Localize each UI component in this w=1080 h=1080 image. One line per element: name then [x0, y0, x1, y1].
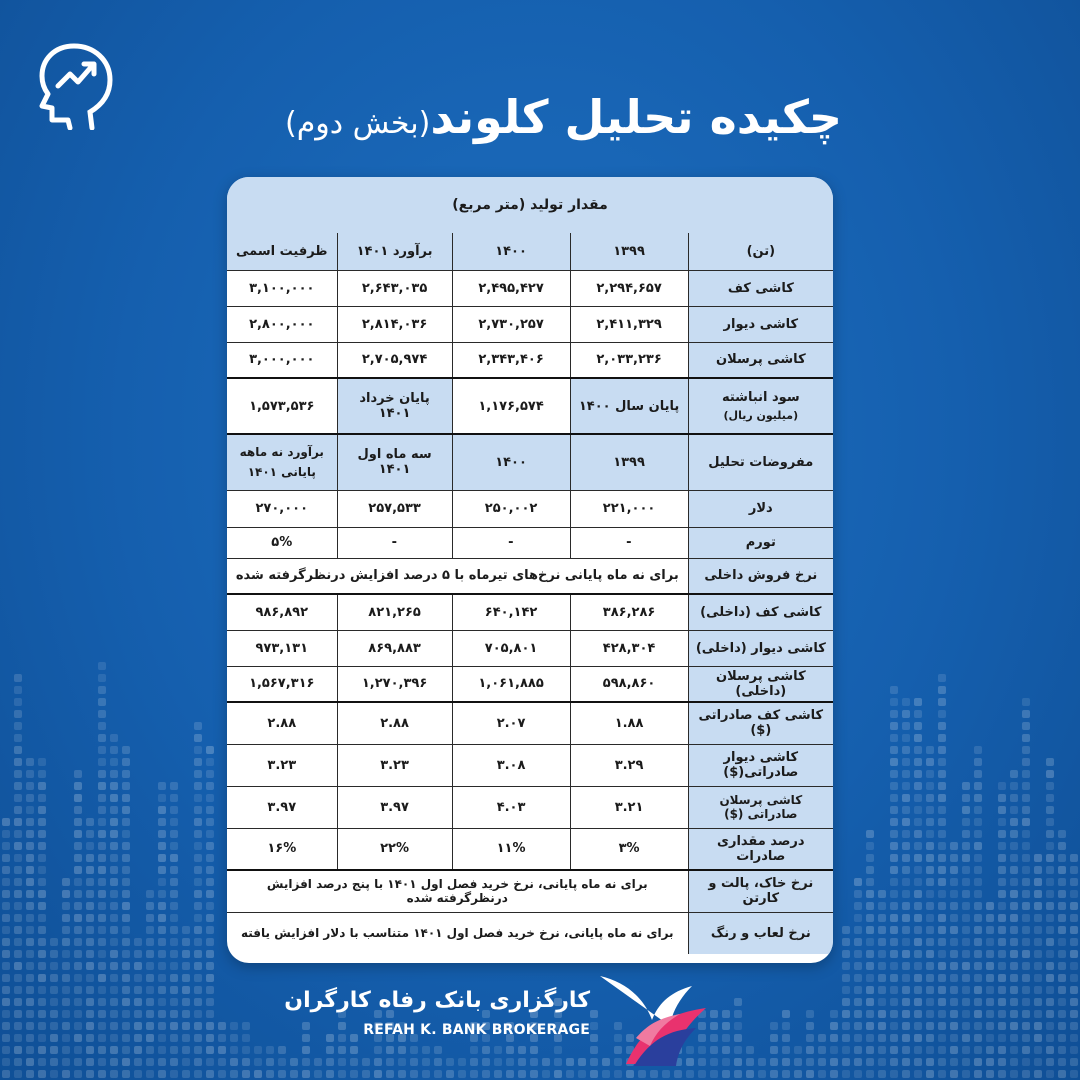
domestic-rate-note: برای نه ماه پایانی نرخ‌های تیرماه با ۵ درصد افزایش درنظرگرفته شده	[235, 568, 679, 584]
cell: ۲,۴۱۱,۳۲۹	[570, 306, 688, 342]
cell: ۲.۰۷	[452, 702, 570, 744]
cell: ۳.۰۸	[452, 744, 570, 786]
cell: ۴۲۸,۳۰۴	[570, 630, 688, 666]
col-header: ۱۴۰۰	[452, 233, 570, 270]
columns-header-row	[227, 233, 833, 270]
cell: ۲,۸۰۰,۰۰۰	[249, 316, 315, 332]
cell: ۵%	[271, 535, 293, 550]
row-label: کاشی پرسلان	[688, 342, 833, 378]
table-row	[227, 702, 833, 744]
cell: ۶۴۰,۱۴۲	[452, 594, 570, 630]
table-row	[227, 666, 833, 702]
cell: ۲,۲۹۴,۶۵۷	[570, 270, 688, 306]
row-label: کاشی کف (داخلی)	[688, 594, 833, 630]
row-label: دلار	[688, 490, 833, 527]
analysis-table	[227, 177, 833, 954]
table-row	[227, 594, 833, 630]
assumptions-header-row	[227, 434, 833, 490]
col-header: ۱۳۹۹	[570, 434, 688, 490]
cell: ۸۶۹,۸۸۳	[337, 630, 452, 666]
page-title	[285, 90, 842, 144]
row-label: نرخ خاک، پالت و کارتن	[688, 870, 833, 912]
end-1401-label: پایان خرداد ۱۴۰۱	[337, 378, 452, 434]
row-label: تورم	[688, 527, 833, 558]
cell: ۲,۳۴۳,۴۰۶	[452, 342, 570, 378]
retained-label-1: سود انباشته	[721, 390, 800, 405]
title-main: چکیده تحلیل کلوند	[430, 90, 842, 144]
row-label: کاشی کف	[688, 270, 833, 306]
glaze-rate-row	[227, 912, 833, 954]
retained-label	[688, 378, 833, 434]
cell: ۳.۲۳	[337, 744, 452, 786]
table-row	[227, 306, 833, 342]
cell: ۱,۲۷۰,۳۹۶	[337, 666, 452, 702]
brand-name-en: REFAH K. BANK BROKERAGE	[363, 1022, 590, 1038]
cell: -	[337, 527, 452, 558]
cell: -	[452, 527, 570, 558]
cell: ۳.۲۹	[570, 744, 688, 786]
cell: ۱۱%	[452, 828, 570, 870]
row-label: نرخ فروش داخلی	[688, 558, 833, 594]
cell: ۱,۵۶۷,۳۱۶	[249, 676, 315, 692]
row-label: کاشی دیوار (داخلی)	[688, 630, 833, 666]
cell: ۲۲%	[337, 828, 452, 870]
cell: ۲۲۱,۰۰۰	[570, 490, 688, 527]
row-label: کاشی کف صادراتی ($)	[688, 702, 833, 744]
table-row	[227, 744, 833, 786]
cell: ۲۷۰,۰۰۰	[255, 501, 309, 516]
refah-bird-logo	[596, 968, 712, 1072]
retained-earnings-row	[227, 378, 833, 434]
table-row	[227, 828, 833, 870]
cell: ۴.۰۳	[452, 786, 570, 828]
cell: ۲.۸۸	[267, 715, 297, 731]
brand-logo	[284, 968, 732, 1076]
col-header: برآورد نه ماهه پایانی ۱۴۰۱	[227, 434, 337, 490]
cell: ۱,۰۶۱,۸۸۵	[452, 666, 570, 702]
retained-label-2: (میلیون ریال)	[723, 409, 799, 422]
cell: ۲,۴۹۵,۴۲۷	[452, 270, 570, 306]
table-row	[227, 342, 833, 378]
value-1401: ۱,۵۷۳,۵۳۶	[227, 378, 337, 434]
row-label: کاشی پرسلان صادراتی ($)	[688, 786, 833, 828]
title-area	[0, 90, 1080, 160]
cell: ۸۲۱,۲۶۵	[337, 594, 452, 630]
table-row	[227, 490, 833, 527]
cell: ۹۸۶,۸۹۲	[255, 604, 309, 620]
cell: ۳.۹۷	[267, 799, 297, 815]
title-sub: (بخش دوم)	[284, 106, 431, 141]
cell: ۷۰۵,۸۰۱	[452, 630, 570, 666]
table-row	[227, 270, 833, 306]
row-label: کاشی دیوار	[688, 306, 833, 342]
cell: ۲,۷۳۰,۲۵۷	[452, 306, 570, 342]
col-header: سه ماه اول ۱۴۰۱	[337, 434, 452, 490]
table-row	[227, 630, 833, 666]
cell: ۱.۸۸	[570, 702, 688, 744]
cell: ۲.۸۸	[337, 702, 452, 744]
row-label: درصد مقداری صادرات	[688, 828, 833, 870]
cell: ۲,۷۰۵,۹۷۴	[337, 342, 452, 378]
cell: -	[570, 527, 688, 558]
cell: ۲۵۷,۵۳۳	[337, 490, 452, 527]
production-header: مقدار تولید (متر مربع)	[227, 177, 833, 233]
col-header: ۱۴۰۰	[452, 434, 570, 490]
domestic-rate-row	[227, 558, 833, 594]
unit-cell: (تن)	[688, 233, 833, 270]
cell: ۳.۲۱	[570, 786, 688, 828]
brand-name-fa: کارگزاری بانک رفاه کارگران	[284, 988, 590, 1013]
cell: ۳%	[570, 828, 688, 870]
cell: ۳۸۶,۲۸۶	[570, 594, 688, 630]
col-header: ۱۳۹۹	[570, 233, 688, 270]
cell: ۲,۶۴۳,۰۳۵	[337, 270, 452, 306]
cell: ۲,۰۳۳,۲۳۶	[570, 342, 688, 378]
row-label: نرخ لعاب و رنگ	[688, 912, 833, 954]
soil-rate-note: برای نه ماه پایانی، نرخ خرید فصل اول ۱۴۰۱ با پنج درصد افزایش درنظرگرفته شده	[266, 877, 648, 906]
cell: ۳,۰۰۰,۰۰۰	[249, 352, 315, 368]
cell: ۹۷۳,۱۳۱	[255, 640, 309, 656]
analysis-table-card	[227, 177, 833, 963]
row-label: کاشی پرسلان (داخلی)	[688, 666, 833, 702]
value-1400: ۱,۱۷۶,۵۷۴	[452, 378, 570, 434]
glaze-rate-note: برای نه ماه پایانی، نرخ خرید فصل اول ۱۴۰۱ متناسب با دلار افزایش یافته	[240, 926, 674, 941]
cell: ۲۵۰,۰۰۲	[452, 490, 570, 527]
table-row	[227, 786, 833, 828]
assumptions-label: مفروضات تحلیل	[688, 434, 833, 490]
col-header: ظرفیت اسمی	[227, 233, 337, 270]
col-header: برآورد ۱۴۰۱	[337, 233, 452, 270]
soil-rate-row	[227, 870, 833, 912]
end-1400-label: پایان سال ۱۴۰۰	[570, 378, 688, 434]
row-label: کاشی دیوار صادراتی($)	[688, 744, 833, 786]
cell: ۵۹۸,۸۶۰	[570, 666, 688, 702]
production-header-row	[227, 177, 833, 233]
cell: ۳.۲۳	[267, 757, 297, 773]
cell: ۳,۱۰۰,۰۰۰	[249, 280, 315, 296]
cell: ۲,۸۱۴,۰۳۶	[337, 306, 452, 342]
cell: ۱۶%	[267, 841, 297, 857]
cell: ۳.۹۷	[337, 786, 452, 828]
table-row	[227, 527, 833, 558]
